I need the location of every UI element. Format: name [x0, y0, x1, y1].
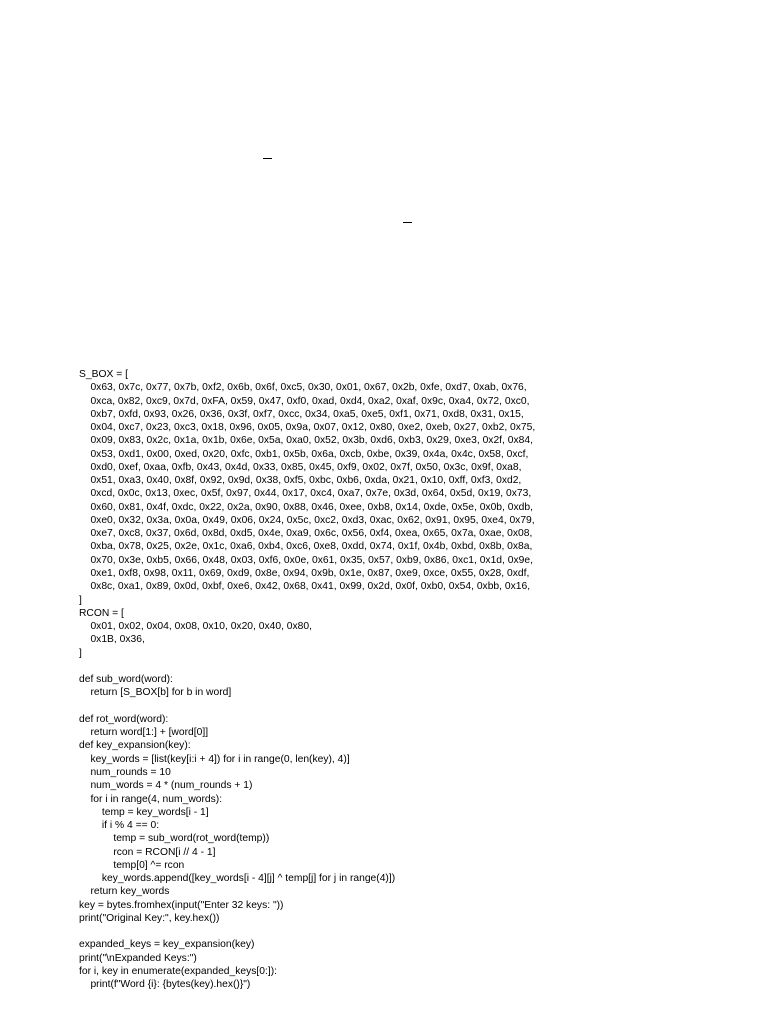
- code-line: return word[1:] + [word[0]]: [79, 727, 209, 739]
- code-line: 0xe0, 0x32, 0x3a, 0x0a, 0x49, 0x06, 0x24, 0x5c, 0xc2, 0xd3, 0xac, 0x62, 0x91, 0x95, 0xe4, 0x79,: [79, 514, 535, 526]
- code-line: print("\nExpanded Keys:"): [79, 952, 197, 964]
- code-line: [79, 925, 535, 938]
- code-line: def rot_word(word):: [79, 713, 169, 725]
- code-line: 0x51, 0xa3, 0x40, 0x8f, 0x92, 0x9d, 0x38, 0xf5, 0xbc, 0xb6, 0xda, 0x21, 0x10, 0xff, 0xf3, 0xd2,: [79, 475, 522, 487]
- code-line: key_words = [list(key[i:i + 4]) for i in range(0, len(key), 4)]: [79, 753, 350, 765]
- code-line: 0x70, 0x3e, 0xb5, 0x66, 0x48, 0x03, 0xf6, 0x0e, 0x61, 0x35, 0x57, 0xb9, 0x86, 0xc1, 0x1d, 0x9e,: [79, 554, 533, 566]
- code-line: expanded_keys = key_expansion(key): [79, 939, 255, 951]
- code-line: 0xcd, 0x0c, 0x13, 0xec, 0x5f, 0x97, 0x44, 0x17, 0xc4, 0xa7, 0x7e, 0x3d, 0x64, 0x5d, 0x19, 0x73,: [79, 488, 532, 500]
- code-line: [79, 660, 535, 673]
- code-line: 0x01, 0x02, 0x04, 0x08, 0x10, 0x20, 0x40, 0x80,: [79, 621, 312, 633]
- underline-mark: [263, 158, 272, 159]
- code-line: ]: [79, 594, 82, 606]
- code-line: temp = sub_word(rot_word(temp)): [79, 833, 270, 845]
- code-line: for i in range(4, num_words):: [79, 793, 223, 805]
- code-line: 0x60, 0x81, 0x4f, 0xdc, 0x22, 0x2a, 0x90, 0x88, 0x46, 0xee, 0xb8, 0x14, 0xde, 0x5e, 0x0b, 0xdb,: [79, 501, 533, 513]
- code-line: print(f"Word {i}: {bytes(key).hex()}"): [79, 979, 251, 991]
- code-line: 0xba, 0x78, 0x25, 0x2e, 0x1c, 0xa6, 0xb4, 0xc6, 0xe8, 0xdd, 0x74, 0x1f, 0x4b, 0xbd, 0x8b, 0x8a,: [79, 541, 533, 553]
- code-line: key = bytes.fromhex(input("Enter 32 keys: ")): [79, 899, 284, 911]
- code-line: print("Original Key:", key.hex()): [79, 912, 220, 924]
- code-line: if i % 4 == 0:: [79, 820, 160, 832]
- underline-mark: [403, 222, 412, 223]
- code-line: def key_expansion(key):: [79, 740, 191, 752]
- code-line: temp[0] ^= rcon: [79, 859, 185, 871]
- code-line: num_words = 4 * (num_rounds + 1): [79, 780, 253, 792]
- code-line: 0xe7, 0xc8, 0x37, 0x6d, 0x8d, 0xd5, 0x4e, 0xa9, 0x6c, 0x56, 0xf4, 0xea, 0x65, 0x7a, 0xae, 0x08,: [79, 528, 533, 540]
- code-line: 0x53, 0xd1, 0x00, 0xed, 0x20, 0xfc, 0xb1, 0x5b, 0x6a, 0xcb, 0xbe, 0x39, 0x4a, 0x4c, 0x58, 0xcf,: [79, 448, 529, 460]
- code-line: 0x1B, 0x36,: [79, 634, 145, 646]
- code-line: key_words.append([key_words[i - 4][j] ^ temp[j] for j in range(4)]): [79, 873, 396, 885]
- code-line: 0xca, 0x82, 0xc9, 0x7d, 0xFA, 0x59, 0x47, 0xf0, 0xad, 0xd4, 0xa2, 0xaf, 0x9c, 0xa4, 0x72, 0xc0,: [79, 395, 530, 407]
- code-line: 0xe1, 0xf8, 0x98, 0x11, 0x69, 0xd9, 0x8e, 0x94, 0x9b, 0x1e, 0x87, 0xe9, 0xce, 0x55, 0x28, 0xdf,: [79, 567, 530, 579]
- code-line: num_rounds = 10: [79, 766, 171, 778]
- code-line: return key_words: [79, 886, 170, 898]
- code-line: def sub_word(word):: [79, 674, 173, 686]
- code-block: [79, 368, 535, 991]
- code-line: 0xb7, 0xfd, 0x93, 0x26, 0x36, 0x3f, 0xf7, 0xcc, 0x34, 0xa5, 0xe5, 0xf1, 0x71, 0xd8, 0x31, 0x15,: [79, 408, 524, 420]
- code-line: rcon = RCON[i // 4 - 1]: [79, 846, 216, 858]
- code-line: 0x8c, 0xa1, 0x89, 0x0d, 0xbf, 0xe6, 0x42, 0x68, 0x41, 0x99, 0x2d, 0x0f, 0xb0, 0x54, 0xbb, 0x16,: [79, 581, 531, 593]
- code-line: S_BOX = [: [79, 369, 128, 380]
- code-line: 0xd0, 0xef, 0xaa, 0xfb, 0x43, 0x4d, 0x33, 0x85, 0x45, 0xf9, 0x02, 0x7f, 0x50, 0x3c, 0x9f, 0xa8,: [79, 461, 522, 473]
- code-line: 0x04, 0xc7, 0x23, 0xc3, 0x18, 0x96, 0x05, 0x9a, 0x07, 0x12, 0x80, 0xe2, 0xeb, 0x27, 0xb2, 0x75,: [79, 422, 536, 434]
- code-line: return [S_BOX[b] for b in word]: [79, 687, 232, 699]
- code-line: RCON = [: [79, 607, 124, 619]
- code-line: [79, 700, 535, 713]
- code-line: ]: [79, 647, 82, 659]
- code-line: 0x63, 0x7c, 0x77, 0x7b, 0xf2, 0x6b, 0x6f, 0xc5, 0x30, 0x01, 0x67, 0x2b, 0xfe, 0xd7, 0xab, 0x76,: [79, 382, 527, 394]
- code-line: 0x09, 0x83, 0x2c, 0x1a, 0x1b, 0x6e, 0x5a, 0xa0, 0x52, 0x3b, 0xd6, 0xb3, 0x29, 0xe3, 0x2f, 0x84,: [79, 435, 533, 447]
- code-line: for i, key in enumerate(expanded_keys[0:]):: [79, 965, 278, 977]
- code-line: temp = key_words[i - 1]: [79, 806, 209, 818]
